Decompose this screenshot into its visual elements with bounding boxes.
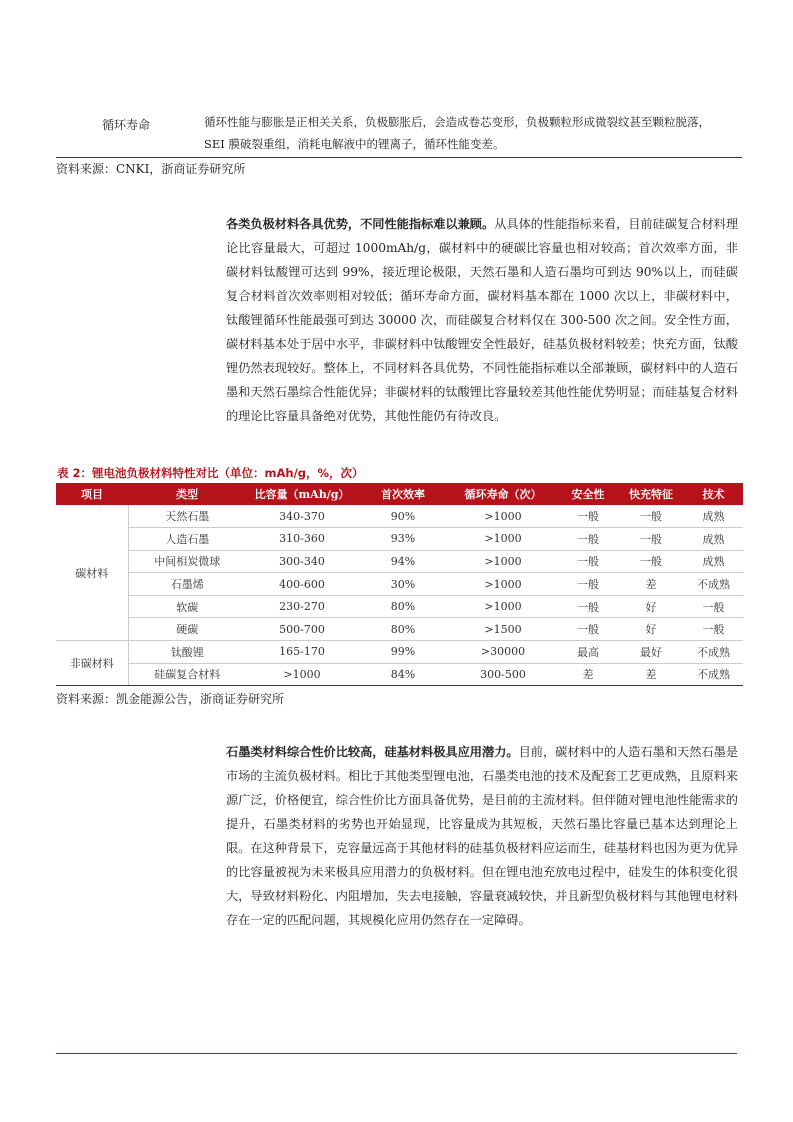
- table-cell: 230-270: [246, 595, 358, 618]
- table-cell: 84%: [358, 663, 448, 686]
- paragraph-2-lead: 石墨类材料综合性价比较高，硅基材料极具应用潜力。: [226, 745, 519, 759]
- table-cell: 中间相炭微球: [128, 550, 246, 573]
- footer-divider: [56, 1053, 737, 1054]
- table-cell: 90%: [358, 505, 448, 528]
- table-row: [56, 573, 743, 596]
- table-cell: 400-600: [246, 573, 358, 596]
- table-cell: 30%: [358, 573, 448, 596]
- table-cell: 差: [558, 663, 618, 686]
- table-title: 表 2：锂电池负极材料特性对比（单位：mAh/g，%，次）: [57, 466, 364, 480]
- anode-comparison-table: [56, 483, 743, 686]
- table-cell: 成熟: [684, 550, 743, 573]
- table-cell: 80%: [358, 595, 448, 618]
- table-row: [56, 595, 743, 618]
- table-cell: 500-700: [246, 618, 358, 641]
- table-cell: 成熟: [684, 505, 743, 528]
- table-cell: >1000: [448, 505, 558, 528]
- cycle-life-key: 循环寿命: [102, 118, 151, 132]
- table-cell: 一般: [684, 618, 743, 641]
- col-header: 首次效率: [358, 483, 448, 505]
- paragraph-1-body: 从具体的性能指标来看，目前硅碳复合材料理论比容量最大，可超过 1000mAh/g，碳材料中的硬碳比容量也相对较高；首次效率方面，非碳材料钛酸锂可达到 99%，接近理论极限，天然石墨和人造石墨均可到达 90%以上，而硅碳复合材料首次效率则相对较低；循环寿命方面，碳材料基本都在 1000 次以上，非碳材料中，钛酸锂循环性能最强可到达 30000 次，而硅碳复合材料仅在 300-500 次之间。安全性方面，碳材料基本处于居中水平，非碳材料中钛酸锂安全性最好，硅基负极材料较差；快充方面，钛酸锂仍然表现较好。整体上，不同材料各具优势，不同性能指标难以全部兼顾，碳材料中的人造石墨和天然石墨综合性能优异；非碳材料的钛酸锂比容量较差其他性能优势明显；而硅基复合材料的理论比容量具备绝对优势，其他性能仍有待改良。: [226, 217, 739, 423]
- table-cell: >1000: [448, 573, 558, 596]
- table-cell: 99%: [358, 641, 448, 664]
- table-cell: 一般: [558, 573, 618, 596]
- table-row: [56, 505, 743, 528]
- table-cell: 好: [618, 618, 684, 641]
- paragraph-2-body: 目前，碳材料中的人造石墨和天然石墨是市场的主流负极材料。相比于其他类型锂电池，石墨类电池的技术及配套工艺更成熟，且原料来源广泛，价格便宜，综合性价比方面具备优势，是目前的主流材料。但伴随对锂电池性能需求的提升，石墨类材料的劣势也开始显现，比容量成为其短板，天然石墨比容量已基本达到理论上限。在这种背景下，克容量远高于其他材料的硅基负极材料应运而生，硅基材料也因为更为优异的比容量被视为未来极具应用潜力的负极材料。但在锂电池充放电过程中，硅发生的体积变化很大，导致材料粉化、内阻增加，失去电接触，容量衰减较快，并且新型负极材料与其他锂电材料存在一定的匹配问题，其规模化应用仍然存在一定障碍。: [226, 745, 739, 927]
- table-cell: 300-500: [448, 663, 558, 686]
- table-cell: 一般: [618, 505, 684, 528]
- table-cell: >30000: [448, 641, 558, 664]
- cycle-life-line: 循环性能与膨胀是正相关关系，负极膨胀后，会造成卷芯变形，负极颗粒形成微裂纹甚至颗粒脱落，: [204, 115, 710, 129]
- cycle-life-row: [56, 108, 742, 157]
- table-row: [56, 663, 743, 686]
- col-header: 技术: [684, 483, 743, 505]
- col-header: 安全性: [558, 483, 618, 505]
- table-cell: 一般: [618, 550, 684, 573]
- table-cell: 一般: [558, 528, 618, 551]
- table-cell: 一般: [558, 618, 618, 641]
- col-header: 循环寿命（次）: [448, 483, 558, 505]
- table-row: [56, 528, 743, 551]
- table-cell: >1000: [448, 550, 558, 573]
- table-cell: 不成熟: [684, 641, 743, 664]
- table-row: [56, 618, 743, 641]
- table-cell: >1500: [448, 618, 558, 641]
- table-cell: 一般: [558, 595, 618, 618]
- paragraph-1-lead: 各类负极材料各具优势，不同性能指标难以兼顾。: [226, 217, 495, 231]
- table-cell: 好: [618, 595, 684, 618]
- paragraph-1: [226, 212, 738, 428]
- table-row: [56, 641, 743, 664]
- group-cell: 碳材料: [56, 505, 128, 641]
- table-cell: 硬碳: [128, 618, 246, 641]
- table-cell: 钛酸锂: [128, 641, 246, 664]
- table-header-row: [56, 483, 743, 505]
- col-header: 比容量（mAh/g）: [246, 483, 358, 505]
- table-row: [56, 550, 743, 573]
- cycle-life-desc: [204, 108, 742, 157]
- table-cell: 软碳: [128, 595, 246, 618]
- paragraph-2: [226, 740, 738, 932]
- table-cell: >1000: [448, 528, 558, 551]
- table-cell: 天然石墨: [128, 505, 246, 528]
- table-cell: 93%: [358, 528, 448, 551]
- table-cell: >1000: [246, 663, 358, 686]
- table-cell: 165-170: [246, 641, 358, 664]
- table-cell: 不成熟: [684, 573, 743, 596]
- table-cell: 一般: [684, 595, 743, 618]
- table-cell: 一般: [618, 528, 684, 551]
- cycle-life-line: SEI 膜破裂重组，消耗电解液中的锂离子，循环性能变差。: [204, 137, 505, 151]
- table-cell: 94%: [358, 550, 448, 573]
- source-note-2: 资料来源：凯金能源公告，浙商证券研究所: [56, 692, 285, 706]
- table-cell: 340-370: [246, 505, 358, 528]
- table-cell: 成熟: [684, 528, 743, 551]
- table-cell: 差: [618, 573, 684, 596]
- table-cell: 一般: [558, 550, 618, 573]
- cycle-life-table: [56, 108, 742, 158]
- table-cell: 人造石墨: [128, 528, 246, 551]
- col-header: 项目: [56, 483, 128, 505]
- source-note-1: 资料来源：CNKI，浙商证券研究所: [56, 162, 246, 176]
- table-cell: 300-340: [246, 550, 358, 573]
- table-cell: 310-360: [246, 528, 358, 551]
- table-cell: 硅碳复合材料: [128, 663, 246, 686]
- table-cell: 差: [618, 663, 684, 686]
- table-cell: 石墨烯: [128, 573, 246, 596]
- table-cell: 最好: [618, 641, 684, 664]
- table-cell: 最高: [558, 641, 618, 664]
- table-cell: >1000: [448, 595, 558, 618]
- group-cell: 非碳材料: [56, 641, 128, 686]
- table-cell: 80%: [358, 618, 448, 641]
- table-cell: 不成熟: [684, 663, 743, 686]
- col-header: 快充特征: [618, 483, 684, 505]
- col-header: 类型: [128, 483, 246, 505]
- table-cell: 一般: [558, 505, 618, 528]
